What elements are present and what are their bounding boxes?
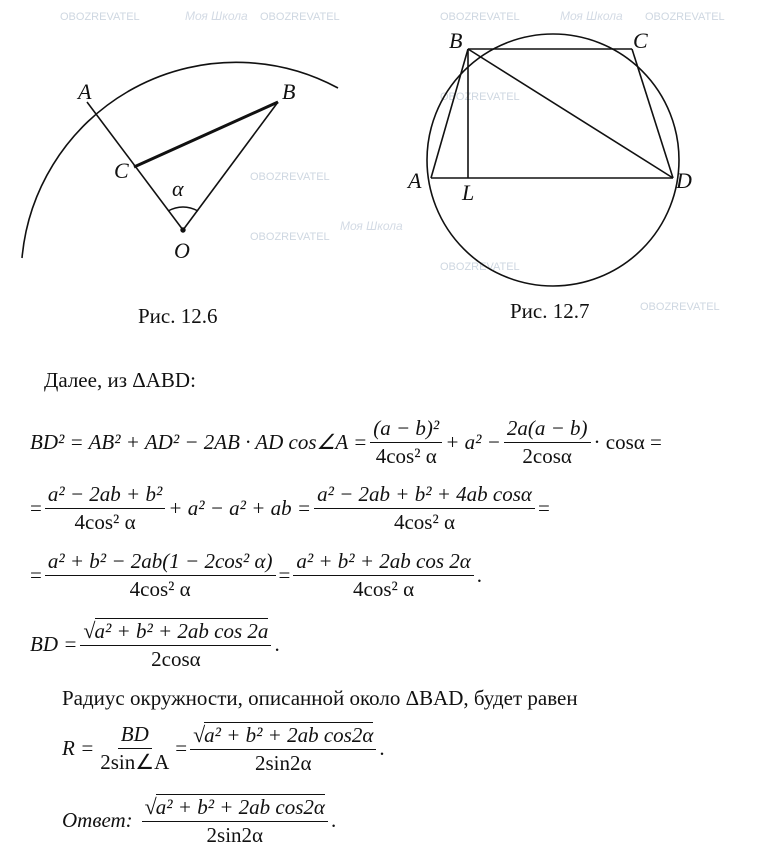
label-A: A — [78, 79, 92, 104]
circumcircle — [427, 34, 679, 286]
numerator: a² + b² + 2ab cos 2α — [293, 551, 473, 576]
eq3-fraction-2 — [293, 551, 473, 600]
numerator-radical — [142, 794, 328, 822]
answer-label: Ответ: — [62, 807, 133, 832]
eq1-mid: + a² − — [445, 430, 501, 454]
denominator: 4cos² α — [375, 444, 437, 468]
numerator: a² + b² − 2ab(1 − 2cos² α) — [45, 551, 276, 576]
label-O: O — [174, 238, 190, 263]
watermark-school-text: Моя Школа — [340, 219, 403, 233]
answer-fraction — [142, 794, 328, 846]
equation-2 — [30, 484, 550, 533]
eq4-tail: . — [274, 631, 280, 656]
eq5-fraction-2 — [190, 722, 376, 774]
answer-tail: . — [330, 807, 337, 832]
numerator-radical — [190, 722, 376, 750]
diagonal-BD — [468, 49, 673, 178]
numerator: (a − b)² — [370, 418, 442, 443]
eq2-fraction-1 — [45, 484, 165, 533]
eq4-lhs: BD = — [30, 631, 78, 656]
watermark-brand-text: OBOZREVATEL — [440, 261, 520, 273]
watermark-school-text: Моя Школа — [560, 9, 623, 23]
figures-area — [0, 0, 759, 345]
label-D: D — [676, 168, 692, 193]
radicand: a² + b² + 2ab cos2α — [155, 795, 325, 819]
watermark-brand-text: OBOZREVATEL — [440, 91, 520, 103]
side-CD — [632, 49, 673, 178]
figure-12-7 — [427, 34, 679, 286]
denominator: 2cosα — [151, 647, 201, 671]
denominator: 4cos² α — [353, 577, 415, 601]
watermark-brand-text: OBOZREVATEL — [60, 11, 140, 23]
eq2-fraction-2 — [314, 484, 535, 533]
intro-text: Далее, из ΔABD: — [44, 368, 196, 392]
equation-1 — [30, 418, 662, 467]
watermark-brand-text: OBOZREVATEL — [440, 11, 520, 23]
eq1-fraction-2 — [504, 418, 591, 467]
watermark-brand-text: OBOZREVATEL — [250, 231, 330, 243]
eq2-pre: = — [30, 496, 42, 520]
numerator: a² − 2ab + b² — [45, 484, 165, 509]
eq2-mid: + a² − a² + ab = — [168, 496, 312, 520]
radicand: a² + b² + 2ab cos 2a — [94, 619, 269, 643]
eq4-fraction — [80, 618, 271, 670]
equation-3 — [30, 551, 482, 600]
label-C: C — [633, 28, 648, 53]
label-B: B — [282, 79, 296, 104]
numerator-radical — [80, 618, 271, 646]
denominator: 4cos² α — [393, 510, 456, 534]
watermark-brand-text: OBOZREVATEL — [260, 11, 340, 23]
eq1-tail: · cosα = — [593, 430, 662, 454]
numerator: 2a(a − b) — [504, 418, 591, 443]
sqrt-icon: √ — [144, 794, 157, 819]
eq1-fraction-1 — [370, 418, 442, 467]
equation-4 — [30, 618, 280, 670]
watermark-layer — [60, 9, 725, 313]
label-L: L — [462, 180, 475, 205]
radius-sentence: Радиус окружности, описанной около ΔBAD, будет равен — [62, 686, 578, 710]
angle-alpha-arc — [168, 207, 198, 211]
denominator: 2sin∠A — [100, 749, 170, 774]
denominator: 4cos² α — [129, 577, 191, 601]
caption-fig-12-7: Рис. 12.7 — [510, 299, 590, 323]
label-A: A — [408, 168, 422, 193]
radicand: a² + b² + 2ab cos2α — [204, 723, 374, 747]
denominator: 2sin2α — [206, 823, 264, 847]
point-O — [181, 228, 185, 232]
eq5-fraction-1 — [97, 721, 172, 774]
denominator: 2cosα — [522, 444, 572, 468]
watermark-brand-text: OBOZREVATEL — [250, 171, 330, 183]
sqrt-icon: √ — [193, 722, 206, 747]
denominator: 2sin2α — [254, 751, 312, 775]
eq3-mid: = — [278, 563, 291, 587]
sqrt-icon: √ — [83, 618, 96, 643]
equation-5 — [62, 722, 385, 774]
label-B: B — [449, 28, 463, 53]
numerator: BD — [118, 724, 152, 749]
chord-CB — [134, 102, 278, 167]
denominator: 4cos² α — [74, 510, 136, 534]
eq3-fraction-1 — [45, 551, 276, 600]
watermark-brand-text: OBOZREVATEL — [645, 11, 725, 23]
caption-fig-12-6: Рис. 12.6 — [138, 304, 218, 328]
label-C: C — [114, 158, 129, 183]
answer — [62, 794, 336, 846]
eq5-tail: . — [379, 735, 385, 760]
eq5-mid: = — [175, 735, 188, 760]
eq3-pre: = — [30, 563, 42, 587]
eq1-lhs: BD² = AB² + AD² − 2AB · AD cos∠A = — [30, 430, 368, 454]
label-alpha: α — [172, 176, 184, 201]
eq2-tail: = — [537, 496, 550, 520]
eq5-lhs: R = — [62, 735, 95, 760]
watermark-school-text: Моя Школа — [185, 9, 248, 23]
watermark-brand-text: OBOZREVATEL — [640, 301, 720, 313]
numerator: a² − 2ab + b² + 4ab cosα — [314, 484, 535, 509]
eq3-tail: . — [476, 563, 483, 587]
